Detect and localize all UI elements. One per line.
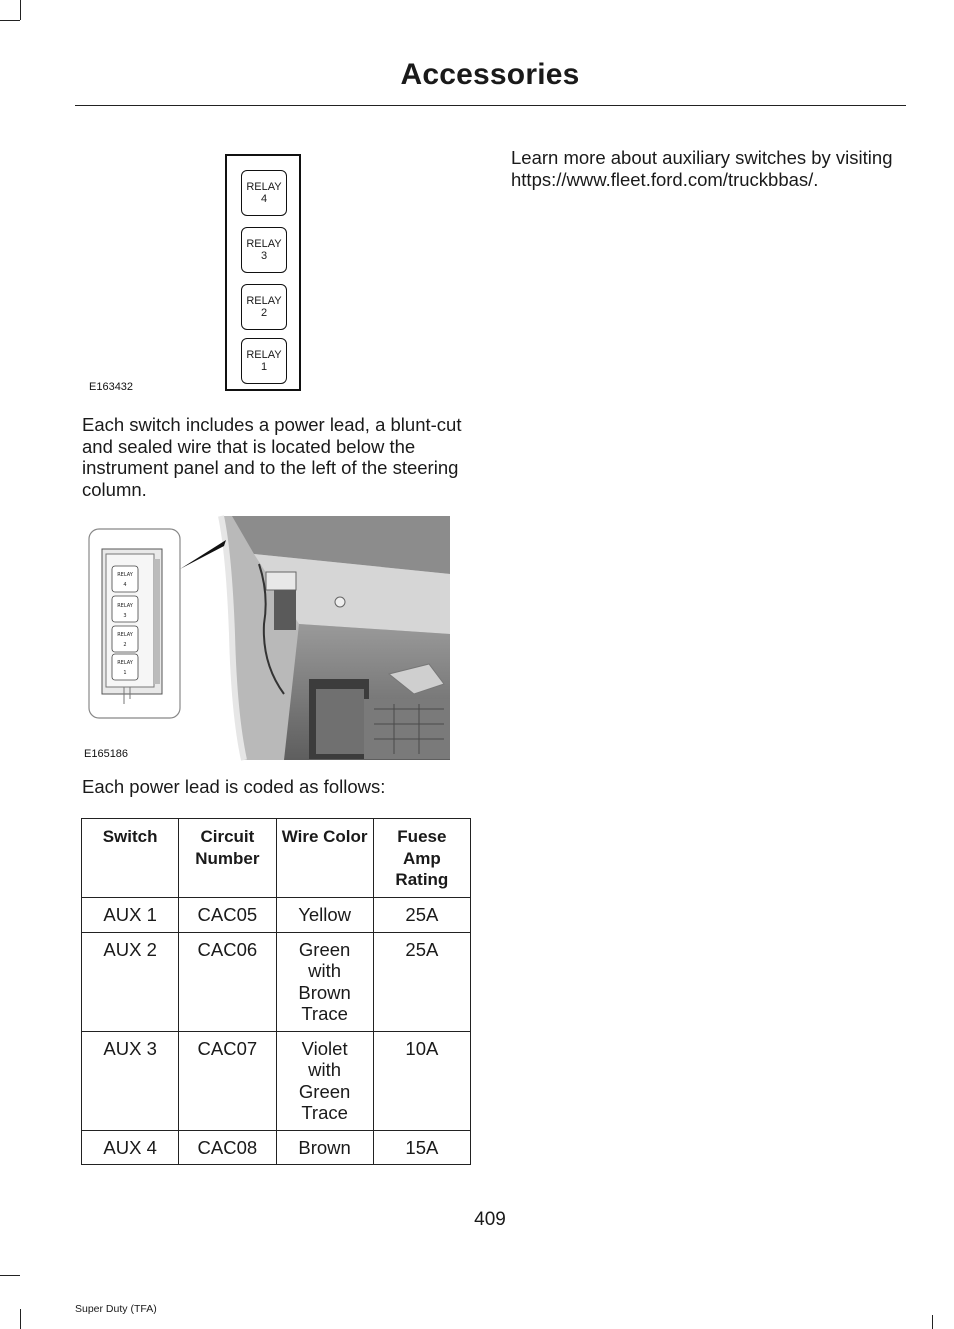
power-lead-paragraph: Each switch includes a power lead, a blunt-cut and sealed wire that is located below the instrument panel and to the left of the steering column. [82,414,462,500]
table-cell: Yellow [276,898,373,933]
crop-mark [20,1309,21,1329]
mini-relay-number: 3 [123,613,127,619]
table-cell: CAC07 [179,1031,276,1130]
page-number: 409 [474,1209,506,1230]
relay-block-figure [225,154,301,391]
page-title: Accessories [400,58,580,91]
table-cell: 25A [373,898,470,933]
figure-code: E165186 [84,748,129,760]
table-cell: 10A [373,1031,470,1130]
table-cell: CAC06 [179,932,276,1031]
relay-number: 2 [260,307,268,319]
crop-mark [932,1315,933,1329]
table-cell: AUX 2 [82,932,179,1031]
relay-4 [241,170,287,216]
table-cell: CAC05 [179,898,276,933]
table-cell: AUX 4 [82,1130,179,1165]
table-cell: Brown [276,1130,373,1165]
crop-mark [20,0,21,20]
table-row [82,1031,471,1130]
table-cell: 25A [373,932,470,1031]
relay-number: 1 [260,361,268,373]
mini-relay-label: RELAY [117,660,133,666]
mini-relay-label: RELAY [117,572,133,578]
relay-1 [241,338,287,384]
table-cell: Violet with Green Trace [276,1031,373,1130]
crop-mark [0,1275,20,1276]
header-rule [75,105,906,106]
power-lead-table [81,818,471,1165]
table-cell: CAC08 [179,1130,276,1165]
table-row [82,1130,471,1165]
relay-label: RELAY [246,181,282,193]
mini-relay-number: 1 [123,670,127,676]
mini-relay-label: RELAY [117,603,133,609]
crop-mark [0,20,20,21]
relay-number: 3 [260,250,268,262]
dashboard-illustration-icon [84,514,454,762]
table-cell: AUX 1 [82,898,179,933]
instrument-panel-photo [84,514,454,762]
column-header: Switch [82,819,179,898]
table-row [82,898,471,933]
mini-relay-number: 2 [123,642,127,648]
figure-code: E163432 [89,381,134,393]
mini-relay-number: 4 [123,582,127,588]
relay-label: RELAY [246,349,282,361]
table-cell: Green with Brown Trace [276,932,373,1031]
table-row [82,932,471,1031]
table-cell: 15A [373,1130,470,1165]
relay-number: 4 [260,193,268,205]
coded-intro-paragraph: Each power lead is coded as follows: [82,776,386,797]
table-cell: AUX 3 [82,1031,179,1130]
mini-relay-label: RELAY [117,632,133,638]
column-header: Fuese Amp Rating [373,819,470,898]
learn-more-paragraph: Learn more about auxiliary switches by visiting https://www.fleet.ford.com/truckbbas/. [511,147,893,190]
relay-3 [241,227,287,273]
table-header-row [82,819,471,898]
footer-text: Super Duty (TFA) [75,1303,157,1315]
relay-label: RELAY [246,295,282,307]
relay-label: RELAY [246,238,282,250]
column-header: Circuit Number [179,819,276,898]
relay-2 [241,284,287,330]
column-header: Wire Color [276,819,373,898]
